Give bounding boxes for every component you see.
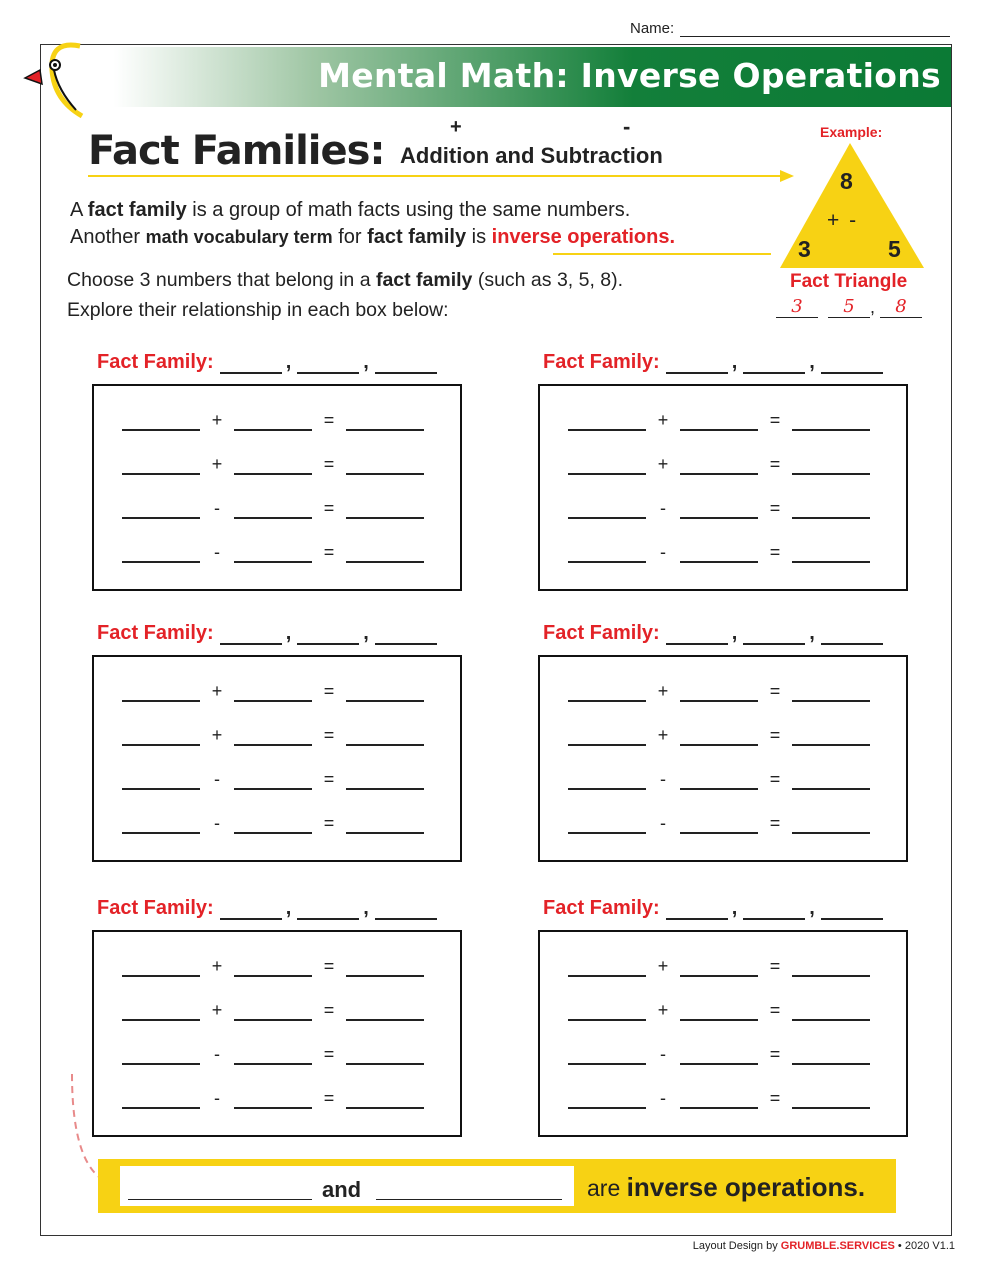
equation-blank[interactable] xyxy=(122,1047,200,1065)
comma-separator: , xyxy=(363,622,369,644)
equation-blank[interactable] xyxy=(568,772,646,790)
comma-separator: , xyxy=(363,351,369,373)
equals-sign: = xyxy=(769,725,781,745)
equation-blank[interactable] xyxy=(568,1003,646,1021)
equation-blank[interactable] xyxy=(568,413,646,431)
equation-blank[interactable] xyxy=(680,772,758,790)
fact-family-label-5 xyxy=(97,897,437,920)
comma-separator: , xyxy=(731,897,738,919)
equation-blank[interactable] xyxy=(346,413,424,431)
fact-family-label-text: Fact Family: xyxy=(97,897,214,919)
equation-blank[interactable] xyxy=(680,728,758,746)
triangle-left-number: 3 xyxy=(798,236,811,262)
fact-family-label-text: Fact Family: xyxy=(543,897,660,919)
comma-separator: , xyxy=(285,897,292,919)
equation-blank[interactable] xyxy=(346,772,424,790)
fact-family-number-blank[interactable] xyxy=(297,625,359,645)
comma-separator: , xyxy=(285,622,292,644)
equation-blank[interactable] xyxy=(234,728,312,746)
equation-blank[interactable] xyxy=(122,457,200,475)
equals-sign: = xyxy=(769,1000,781,1020)
equals-sign: = xyxy=(769,813,781,833)
fact-family-box-6 xyxy=(538,930,908,1137)
comma-separator: , xyxy=(809,351,815,373)
comma-separator: , xyxy=(809,622,815,644)
vocab-underline xyxy=(553,253,771,255)
equals-sign: = xyxy=(323,681,335,701)
equation-row xyxy=(122,454,424,475)
minus-sign: - xyxy=(660,813,666,833)
fact-family-label-2 xyxy=(543,351,883,374)
credits: Layout Design by GRUMBLE.SERVICES • 2020 V1.1 xyxy=(692,1240,955,1252)
minus-sign: - xyxy=(214,1044,220,1064)
equation-row xyxy=(122,956,424,977)
equals-sign: = xyxy=(769,1088,781,1108)
equals-sign: = xyxy=(769,956,781,976)
name-row xyxy=(630,20,950,37)
fact-family-label-1 xyxy=(97,351,437,374)
minus-symbol: - xyxy=(623,114,631,139)
minus-sign: - xyxy=(660,542,666,562)
equals-sign: = xyxy=(769,1044,781,1064)
equals-sign: = xyxy=(323,498,335,518)
equation-row xyxy=(568,725,870,746)
equation-blank[interactable] xyxy=(234,501,312,519)
equation-row xyxy=(122,1088,424,1109)
minus-sign: - xyxy=(214,813,220,833)
equation-blank[interactable] xyxy=(792,1003,870,1021)
equation-blank[interactable] xyxy=(680,545,758,563)
grumble-mascot-icon xyxy=(20,40,90,120)
equation-row xyxy=(568,1000,870,1021)
equation-blank[interactable] xyxy=(792,959,870,977)
equation-blank[interactable] xyxy=(568,684,646,702)
plus-sign: + xyxy=(211,681,223,701)
minus-sign: - xyxy=(214,542,220,562)
equals-sign: = xyxy=(323,725,335,745)
equation-blank[interactable] xyxy=(234,959,312,977)
fact-family-box-3 xyxy=(92,655,462,862)
equation-blank[interactable] xyxy=(346,501,424,519)
plus-sign: + xyxy=(211,725,223,745)
equation-row xyxy=(568,813,870,834)
equation-row xyxy=(122,813,424,834)
equation-row xyxy=(122,542,424,563)
fact-triangle-caption: Fact Triangle xyxy=(790,271,908,292)
fact-family-label-6 xyxy=(543,897,883,920)
name-label: Name: xyxy=(630,20,675,37)
intro-line-2: Another math vocabulary term for fact family is inverse operations. xyxy=(70,226,676,248)
fact-family-box-5 xyxy=(92,930,462,1137)
equation-row xyxy=(122,410,424,431)
plus-sign: + xyxy=(211,1000,223,1020)
name-field[interactable] xyxy=(680,22,950,37)
equals-sign: = xyxy=(323,956,335,976)
example-answers: 3 5 , 8 xyxy=(776,296,922,318)
equation-row xyxy=(122,1044,424,1065)
equation-blank[interactable] xyxy=(122,413,200,431)
fact-family-box-1 xyxy=(92,384,462,591)
equals-sign: = xyxy=(323,454,335,474)
equals-sign: = xyxy=(769,498,781,518)
equation-blank[interactable] xyxy=(680,1047,758,1065)
plus-sign: + xyxy=(211,410,223,430)
fact-family-label-text: Fact Family: xyxy=(97,622,214,644)
equation-blank[interactable] xyxy=(680,816,758,834)
equation-blank[interactable] xyxy=(680,413,758,431)
fact-family-number-blank[interactable] xyxy=(375,900,437,920)
fact-family-number-blank[interactable] xyxy=(743,900,805,920)
operation-blank-1[interactable] xyxy=(128,1198,312,1200)
fact-family-number-blank[interactable] xyxy=(821,625,883,645)
equation-blank[interactable] xyxy=(122,1091,200,1109)
fact-family-box-2 xyxy=(538,384,908,591)
fact-family-number-blank[interactable] xyxy=(743,354,805,374)
minus-sign: - xyxy=(214,769,220,789)
comma-separator: , xyxy=(809,897,815,919)
fact-family-number-blank[interactable] xyxy=(297,900,359,920)
equals-sign: = xyxy=(323,1088,335,1108)
equation-blank[interactable] xyxy=(568,501,646,519)
equation-row xyxy=(568,956,870,977)
summary-tail: are inverse operations. xyxy=(587,1172,866,1202)
plus-sign: + xyxy=(211,454,223,474)
subtitle: Addition and Subtraction xyxy=(400,143,663,168)
comma-separator: , xyxy=(731,351,738,373)
fact-family-label-text: Fact Family: xyxy=(543,351,660,373)
fact-family-number-blank[interactable] xyxy=(743,625,805,645)
equation-blank[interactable] xyxy=(234,413,312,431)
equation-row xyxy=(568,498,870,519)
equation-blank[interactable] xyxy=(792,772,870,790)
equation-blank[interactable] xyxy=(122,959,200,977)
equation-blank[interactable] xyxy=(122,772,200,790)
equation-blank[interactable] xyxy=(680,684,758,702)
equation-row xyxy=(568,681,870,702)
fact-family-number-blank[interactable] xyxy=(297,354,359,374)
comma-separator: , xyxy=(285,351,292,373)
equation-row xyxy=(122,498,424,519)
fact-family-label-text: Fact Family: xyxy=(97,351,214,373)
equation-blank[interactable] xyxy=(122,684,200,702)
equation-blank[interactable] xyxy=(346,545,424,563)
equals-sign: = xyxy=(769,681,781,701)
equation-blank[interactable] xyxy=(568,816,646,834)
equation-blank[interactable] xyxy=(680,1003,758,1021)
equation-blank[interactable] xyxy=(680,501,758,519)
instructions-line-2: Explore their relationship in each box below: xyxy=(67,299,449,321)
equation-blank[interactable] xyxy=(568,1047,646,1065)
fact-family-number-blank[interactable] xyxy=(666,625,728,645)
equation-blank[interactable] xyxy=(568,959,646,977)
comma-separator: , xyxy=(363,897,369,919)
minus-sign: - xyxy=(660,498,666,518)
equation-blank[interactable] xyxy=(346,684,424,702)
arrow-underline-icon xyxy=(88,168,798,184)
fact-family-number-blank[interactable] xyxy=(666,900,728,920)
equation-blank[interactable] xyxy=(792,728,870,746)
equals-sign: = xyxy=(769,542,781,562)
equals-sign: = xyxy=(769,454,781,474)
fact-family-box-4 xyxy=(538,655,908,862)
equation-blank[interactable] xyxy=(792,1091,870,1109)
equation-blank[interactable] xyxy=(680,1091,758,1109)
equation-row xyxy=(122,1000,424,1021)
equation-blank[interactable] xyxy=(234,545,312,563)
minus-sign: - xyxy=(660,769,666,789)
minus-sign: - xyxy=(214,1088,220,1108)
equation-blank[interactable] xyxy=(680,457,758,475)
equals-sign: = xyxy=(323,769,335,789)
equation-blank[interactable] xyxy=(346,1047,424,1065)
equation-blank[interactable] xyxy=(568,1091,646,1109)
fact-family-number-blank[interactable] xyxy=(220,625,282,645)
plus-sign: + xyxy=(657,410,669,430)
fact-family-number-blank[interactable] xyxy=(220,900,282,920)
fact-family-number-blank[interactable] xyxy=(666,354,728,374)
equation-row xyxy=(568,1088,870,1109)
banner-title: Mental Math: Inverse Operations xyxy=(318,56,941,95)
triangle-right-number: 5 xyxy=(888,236,901,262)
equation-blank[interactable] xyxy=(792,1047,870,1065)
plus-symbol: + xyxy=(450,116,462,138)
instructions-line-1: Choose 3 numbers that belong in a fact family (such as 3, 5, 8). xyxy=(67,269,624,291)
example-label: Example: xyxy=(820,124,883,140)
summary-and: and xyxy=(322,1177,362,1202)
plus-sign: + xyxy=(657,725,669,745)
equals-sign: = xyxy=(323,1000,335,1020)
equation-blank[interactable] xyxy=(234,457,312,475)
equation-blank[interactable] xyxy=(346,457,424,475)
equals-sign: = xyxy=(323,410,335,430)
fact-family-label-4 xyxy=(543,622,883,645)
equation-row xyxy=(122,769,424,790)
equation-blank[interactable] xyxy=(122,728,200,746)
equation-blank[interactable] xyxy=(346,728,424,746)
operation-blank-2[interactable] xyxy=(376,1198,562,1200)
plus-sign: + xyxy=(657,956,669,976)
equation-row xyxy=(568,769,870,790)
equation-blank[interactable] xyxy=(234,684,312,702)
equation-blank[interactable] xyxy=(122,501,200,519)
equation-blank[interactable] xyxy=(568,545,646,563)
equation-blank[interactable] xyxy=(346,1091,424,1109)
equation-row xyxy=(568,454,870,475)
equation-blank[interactable] xyxy=(122,1003,200,1021)
fact-family-label-text: Fact Family: xyxy=(543,622,660,644)
equals-sign: = xyxy=(769,410,781,430)
equals-sign: = xyxy=(769,769,781,789)
equals-sign: = xyxy=(323,1044,335,1064)
equation-blank[interactable] xyxy=(122,816,200,834)
minus-sign: - xyxy=(214,498,220,518)
minus-sign: - xyxy=(660,1088,666,1108)
equation-blank[interactable] xyxy=(234,816,312,834)
equation-blank[interactable] xyxy=(234,772,312,790)
equation-row xyxy=(568,1044,870,1065)
fact-family-label-3 xyxy=(97,622,437,645)
fact-family-number-blank[interactable] xyxy=(375,625,437,645)
equation-blank[interactable] xyxy=(122,545,200,563)
equals-sign: = xyxy=(323,813,335,833)
plus-sign: + xyxy=(657,1000,669,1020)
fact-family-number-blank[interactable] xyxy=(220,354,282,374)
equation-blank[interactable] xyxy=(346,959,424,977)
equation-row xyxy=(568,542,870,563)
equation-row xyxy=(122,725,424,746)
equation-blank[interactable] xyxy=(792,545,870,563)
equation-blank[interactable] xyxy=(792,816,870,834)
equation-blank[interactable] xyxy=(346,816,424,834)
plus-sign: + xyxy=(211,956,223,976)
page-title: Fact Families: xyxy=(88,128,385,174)
equation-blank[interactable] xyxy=(568,457,646,475)
triangle-operations: + - xyxy=(827,209,859,232)
equation-row xyxy=(122,681,424,702)
equation-blank[interactable] xyxy=(234,1047,312,1065)
equation-blank[interactable] xyxy=(792,413,870,431)
comma-separator: , xyxy=(731,622,738,644)
equals-sign: = xyxy=(323,542,335,562)
intro-line-1: A fact family is a group of math facts using the same numbers. xyxy=(70,199,631,221)
equation-blank[interactable] xyxy=(234,1091,312,1109)
fact-family-number-blank[interactable] xyxy=(821,900,883,920)
minus-sign: - xyxy=(660,1044,666,1064)
equation-blank[interactable] xyxy=(346,1003,424,1021)
equation-row xyxy=(568,410,870,431)
equation-blank[interactable] xyxy=(234,1003,312,1021)
equation-blank[interactable] xyxy=(792,501,870,519)
fact-family-number-blank[interactable] xyxy=(375,354,437,374)
fact-family-number-blank[interactable] xyxy=(821,354,883,374)
equation-blank[interactable] xyxy=(680,959,758,977)
equation-blank[interactable] xyxy=(568,728,646,746)
plus-sign: + xyxy=(657,681,669,701)
triangle-top-number: 8 xyxy=(840,168,853,194)
plus-sign: + xyxy=(657,454,669,474)
equation-blank[interactable] xyxy=(792,457,870,475)
equation-blank[interactable] xyxy=(792,684,870,702)
